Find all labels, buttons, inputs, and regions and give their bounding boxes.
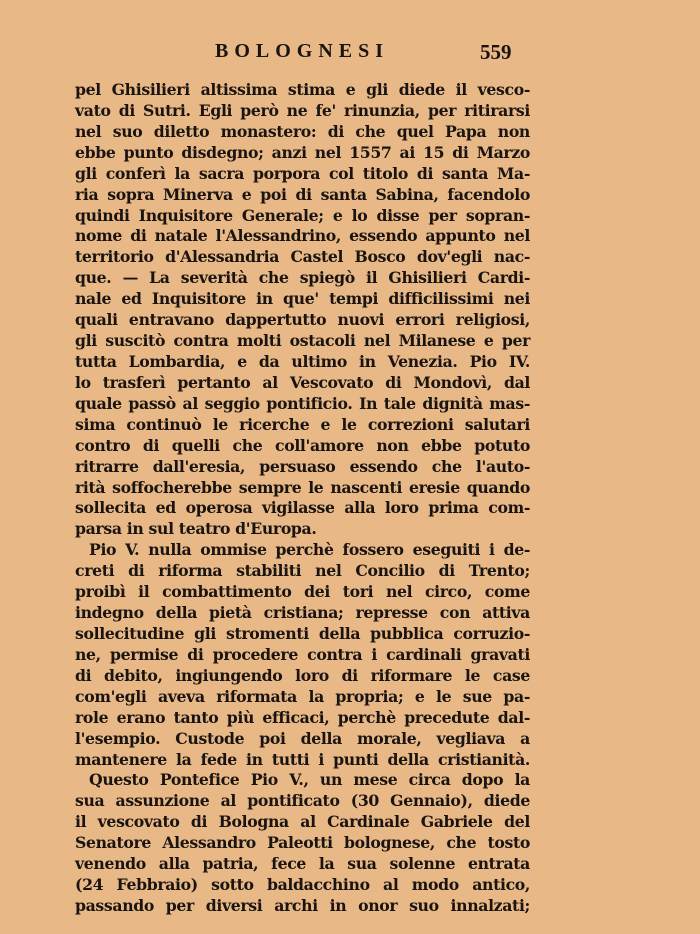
text-line: gli suscitò contra molti ostacoli nel Milanese e per bbox=[75, 331, 530, 351]
text-line: ne, permise di procedere contra i cardinali gravati bbox=[75, 644, 530, 664]
text-line: ritrarre dall'eresia, persuaso essendo che l'auto- bbox=[75, 456, 530, 476]
text-line: contro di quelli che coll'amore non ebbe potuto bbox=[75, 435, 530, 455]
text-line: gli conferì la sacra porpora col titolo di santa Ma- bbox=[75, 163, 530, 183]
text-line: di debito, ingiungendo loro di riformare le case bbox=[75, 665, 530, 685]
paragraph-start-line: Questo Pontefice Pio V., un mese circa dopo la bbox=[89, 770, 530, 790]
running-title: BOLOGNESI bbox=[215, 40, 390, 62]
page-number: 559 bbox=[480, 40, 512, 64]
paragraph-start-line: Pio V. nulla ommise perchè fossero eseguiti i de- bbox=[89, 540, 530, 560]
body-text bbox=[75, 80, 530, 917]
text-line: nome di natale l'Alessandrino, essendo appunto nel bbox=[75, 226, 530, 246]
text-line: indegno della pietà cristiana; represse con attiva bbox=[75, 603, 530, 623]
text-line: mantenere la fede in tutti i punti della cristianità. bbox=[75, 749, 530, 769]
page-header bbox=[0, 40, 700, 70]
text-line: sima continuò le ricerche e le correzioni salutari bbox=[75, 414, 530, 434]
text-line: sollecita ed operosa vigilasse alla loro prima com- bbox=[75, 498, 530, 518]
text-line: venendo alla patria, fece la sua solenne entrata bbox=[75, 854, 530, 874]
text-line: proibì il combattimento dei tori nel circo, come bbox=[75, 582, 530, 602]
text-line: l'esempio. Custode poi della morale, vegliava a bbox=[75, 728, 530, 748]
text-line: sollecitudine gli stromenti della pubblica corruzio- bbox=[75, 623, 530, 643]
text-line: com'egli aveva riformata la propria; e le sue pa- bbox=[75, 686, 530, 706]
text-line: ebbe punto disdegno; anzi nel 1557 ai 15 di Marzo bbox=[75, 142, 530, 162]
text-line: quale passò al seggio pontificio. In tale dignità mas- bbox=[75, 393, 530, 413]
text-line: que. — La severità che spiegò il Ghisilieri Cardi- bbox=[75, 268, 530, 288]
text-line: creti di riforma stabiliti nel Concilio di Trento; bbox=[75, 561, 530, 581]
text-line: pel Ghisilieri altissima stima e gli diede il vesco- bbox=[75, 80, 530, 99]
text-line: rità soffocherebbe sempre le nascenti eresie quando bbox=[75, 477, 530, 497]
text-line: passando per diversi archi in onor suo innalzati; bbox=[75, 895, 530, 915]
text-line: sua assunzione al pontificato (30 Gennaio), diede bbox=[75, 791, 530, 811]
text-line: nale ed Inquisitore in que' tempi difficilissimi nei bbox=[75, 289, 530, 309]
text-line: territorio d'Alessandria Castel Bosco dov'egli nac- bbox=[75, 247, 530, 267]
text-line: quindi Inquisitore Generale; e lo disse per sopran- bbox=[75, 205, 530, 225]
text-line: ria sopra Minerva e poi di santa Sabina, facendolo bbox=[75, 184, 530, 204]
paragraph-end-line: parsa in sul teatro d'Europa. bbox=[75, 519, 317, 539]
text-line: tutta Lombardia, e da ultimo in Venezia. Pio IV. bbox=[75, 351, 530, 371]
text-line: Senatore Alessandro Paleotti bolognese, che tosto bbox=[75, 833, 530, 853]
text-line: nel suo diletto monastero: di che quel Papa non bbox=[75, 121, 530, 141]
text-line: vato di Sutri. Egli però ne fe' rinunzia, per ritirarsi bbox=[75, 100, 530, 120]
text-line: (24 Febbraio) sotto baldacchino al modo antico, bbox=[75, 875, 530, 895]
text-line: lo trasferì pertanto al Vescovato di Mondovì, dal bbox=[75, 372, 530, 392]
text-line: role erano tanto più efficaci, perchè precedute dal- bbox=[75, 707, 530, 727]
text-line: il vescovato di Bologna al Cardinale Gabriele del bbox=[75, 812, 530, 832]
text-line: quali entravano dappertutto nuovi errori religiosi, bbox=[75, 310, 530, 330]
